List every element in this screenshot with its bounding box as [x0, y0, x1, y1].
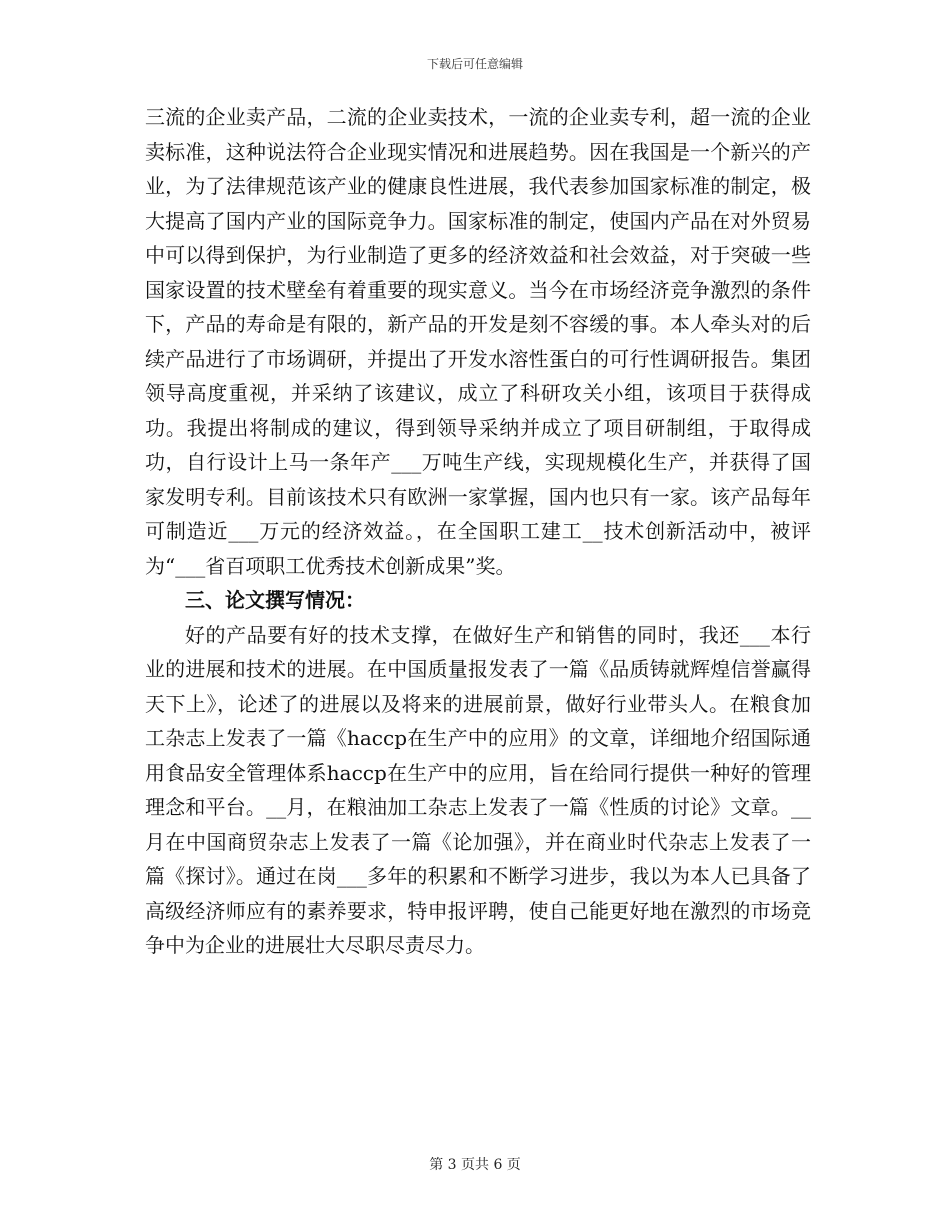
document-body	[145, 100, 811, 963]
body-paragraph-2: 好的产品要有好的技术支撑，在做好生产和销售的同时，我还___本行业的进展和技术的进展。在中国质量报发表了一篇《品质铸就辉煌信誉赢得天下上》，论述了的进展以及将来的进展前景，做好行业带头人。在粮食加工杂志上发表了一篇《haccp在生产中的应用》的文章，详细地介绍国际通用食品安全管理体系haccp在生产中的应用，旨在给同行提供一种好的管理理念和平台。__月，在粮油加工杂志上发表了一篇《性质的讨论》文章。__月在中国商贸杂志上发表了一篇《论加强》，并在商业时代杂志上发表了一篇《探讨》。通过在岗___多年的积累和不断学习进步，我以为本人已具备了高级经济师应有的素养要求，特申报评聘，使自己能更好地在激烈的市场竞争中为企业的进展壮大尽职尽责尽力。	[145, 622, 811, 957]
page-header: 下载后可任意编辑	[426, 57, 523, 71]
section-heading: 三、论文撰写情况：	[185, 588, 365, 612]
body-paragraph-1: 三流的企业卖产品，二流的企业卖技术，一流的企业卖专利，超一流的企业卖标准，这种说法符合企业现实情况和进展趋势。因在我国是一个新兴的产业，为了法律规范该产业的健康良性进展，我代表参加国家标准的制定，极大提高了国内产业的国际竞争力。国家标准的制定，使国内产品在对外贸易中可以得到保护，为行业制造了更多的经济效益和社会效益，对于突破一些国家设置的技术壁垒有着重要的现实意义。当今在市场经济竞争激烈的条件下，产品的寿命是有限的，新产品的开发是刻不容缓的事。本人牵头对的后续产品进行了市场调研，并提出了开发水溶性蛋白的可行性调研报告。集团领导高度重视，并采纳了该建议，成立了科研攻关小组，该项目于获得成功。我提出将制成的建议，得到领导采纳并成立了项目研制组，于取得成功，自行设计上马一条年产___万吨生产线，实现规模化生产，并获得了国家发明专利。目前该技术只有欧洲一家掌握，国内也只有一家。该产品每年可制造近___万元的经济效益。，在全国职工建工__技术创新活动中，被评为“___省百项职工优秀技术创新成果”奖。	[145, 105, 811, 578]
page-footer: 第 3 页共 6 页	[429, 1157, 521, 1173]
